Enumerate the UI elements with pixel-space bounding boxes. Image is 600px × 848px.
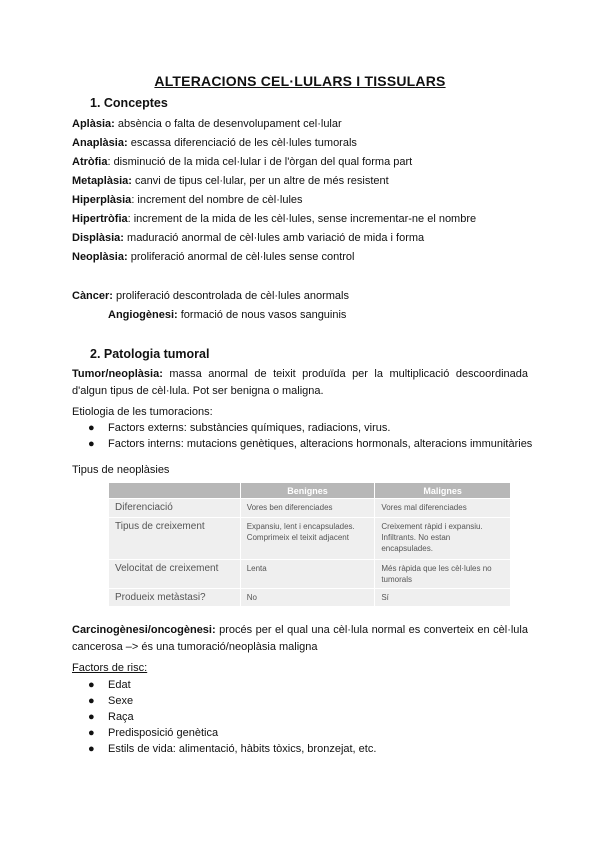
- table-header-empty: [109, 483, 241, 499]
- table-row-label: Produeix metàstasi?: [109, 589, 241, 607]
- factors-de-risc-label: Factors de risc:: [72, 662, 148, 674]
- table-cell-benignes: Lenta: [240, 560, 375, 589]
- bullet-icon: ●: [88, 711, 95, 723]
- bullet-icon: ●: [88, 679, 95, 691]
- definition-neoplasia: Neoplàsia: proliferació anormal de cèl·lules sense control: [72, 251, 355, 263]
- neoplasies-table: [108, 482, 511, 607]
- factors-list: [88, 677, 376, 757]
- definition-metaplasia: Metaplàsia: canvi de tipus cel·lular, per un altre de més resistent: [72, 175, 389, 187]
- list-item: ● Factors interns: mutacions genètiques, alteracions hormonals, alteracions immunitàries: [88, 438, 533, 450]
- list-item: ● Predisposició genètica: [88, 727, 219, 739]
- table-cell-malignes: Vores mal diferenciades: [375, 499, 511, 518]
- section-heading-conceptes: 1. Conceptes: [90, 96, 168, 110]
- bullet-icon: ●: [88, 743, 95, 755]
- list-item: ● Factors externs: substàncies químiques, radiacions, virus.: [88, 422, 391, 434]
- table-row: [109, 560, 511, 589]
- etiologia-list: [88, 420, 532, 452]
- table-row: [109, 499, 511, 518]
- carcinogenesi-definition: Carcinogènesi/oncogènesi: procés per el qual una cèl·lula normal es converteix en cèl·lula cancerosa –> és una tumoració/neoplàsia maligna: [72, 624, 528, 653]
- list-item: ● Sexe: [88, 695, 134, 707]
- table-header-benignes: Benignes: [240, 483, 375, 499]
- bullet-icon: ●: [88, 438, 95, 450]
- table-cell-benignes: Vores ben diferenciades: [240, 499, 375, 518]
- definition-cancer: Càncer: proliferació descontrolada de cèl·lules anormals: [72, 290, 349, 302]
- etiologia-label: Etiologia de les tumoracions:: [72, 406, 213, 418]
- table-header-malignes: Malignes: [375, 483, 511, 499]
- list-item: ● Estils de vida: alimentació, hàbits tòxics, bronzejat, etc.: [88, 743, 377, 755]
- definition-displasia: Displàsia: maduració anormal de cèl·lules amb variació de mida i forma: [72, 232, 425, 244]
- table-cell-benignes: Expansiu, lent i encapsulades. Comprimeix el teixit adjacent: [240, 518, 375, 560]
- bullet-icon: ●: [88, 695, 95, 707]
- tipus-neoplasies-label: Tipus de neoplàsies: [72, 464, 170, 476]
- table-cell-malignes: Creixement ràpid i expansiu. Infiltrants. No estan encapsulades.: [375, 518, 511, 560]
- definition-angiogenesi: Angiogènesi: formació de nous vasos sanguinis: [108, 309, 347, 321]
- table-cell-benignes: No: [240, 589, 375, 607]
- section-heading-patologia: 2. Patologia tumoral: [90, 347, 210, 361]
- bullet-icon: ●: [88, 422, 95, 434]
- definition-atrofia: Atròfia: disminució de la mida cel·lular i de l'òrgan del qual forma part: [72, 156, 413, 168]
- table-cell-malignes: Més ràpida que les cèl·lules no tumorals: [375, 560, 511, 589]
- table-row: [109, 518, 511, 560]
- table-row-label: Velocitat de creixement: [109, 560, 241, 589]
- table-row-label: Diferenciació: [109, 499, 241, 518]
- table-header-row: [109, 483, 511, 499]
- definition-hiperplasia: Hiperplàsia: increment del nombre de cèl·lules: [72, 194, 303, 206]
- page-title: ALTERACIONS CEL·LULARS I TISSULARS: [154, 73, 446, 89]
- tumor-definition: Tumor/neoplàsia: massa anormal de teixit produïda per la multiplicació descoordinada d'algun tipus de cèl·lula. Pot ser benigna o maligna.: [72, 368, 528, 397]
- bullet-icon: ●: [88, 727, 95, 739]
- table-row: [109, 589, 511, 607]
- definition-aplasia: Aplàsia: absència o falta de desenvolupament cel·lular: [72, 118, 342, 130]
- table-row-label: Tipus de creixement: [109, 518, 241, 560]
- list-item: ● Raça: [88, 711, 134, 723]
- table-cell-malignes: Sí: [375, 589, 511, 607]
- definition-hipertrofia: Hipertròfia: increment de la mida de les cèl·lules, sense incrementar-ne el nombre: [72, 213, 477, 225]
- list-item: ● Edat: [88, 679, 131, 691]
- definition-anaplasia: Anaplàsia: escassa diferenciació de les cèl·lules tumorals: [72, 137, 357, 149]
